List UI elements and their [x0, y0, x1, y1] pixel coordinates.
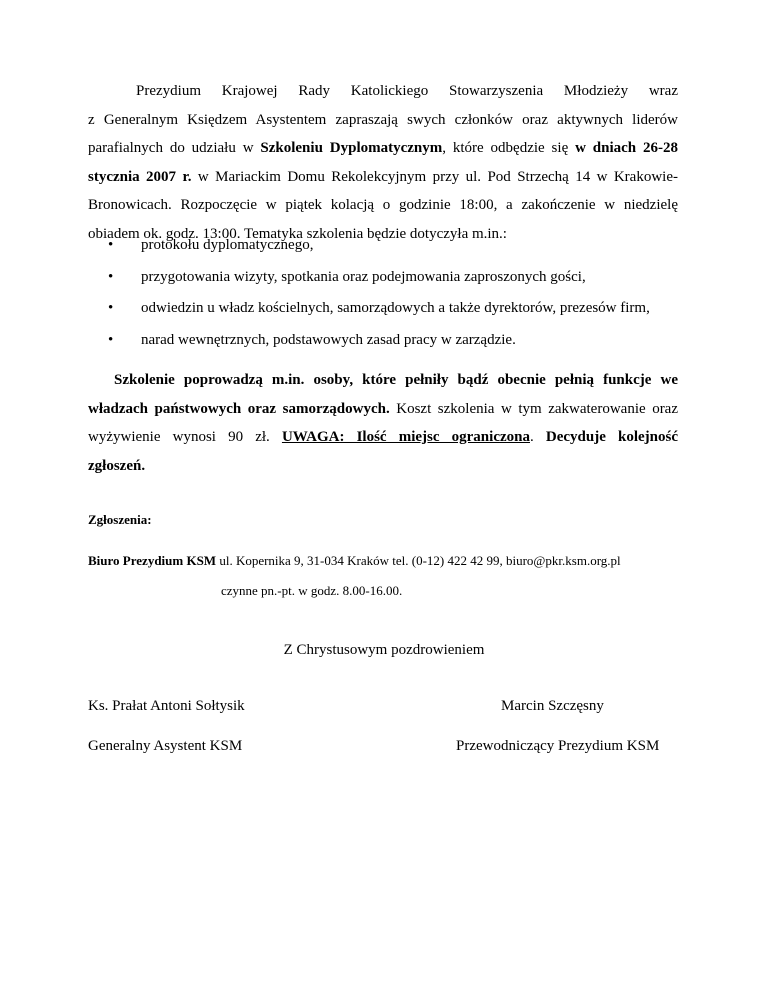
- details-line-3: [88, 423, 678, 452]
- event-venue: w Mariackim Domu Rekolekcyjnym przy ul. Pod Strzechą 14 w Krakowie-: [191, 168, 678, 185]
- right-signature-name: Marcin Szczęsny: [501, 698, 604, 714]
- invitation-line-3-mid: , które odbędzie się: [442, 140, 576, 156]
- left-signature-name: Ks. Prałat Antoni Sołtysik: [88, 698, 245, 714]
- speakers-line-2: władzach państwowych oraz samorządowych.: [88, 400, 390, 417]
- details-line-2: [88, 395, 678, 424]
- topic-item: • odwiedzin u władz kościelnych, samorządowych a także dyrektorów, prezesów firm,: [88, 294, 688, 326]
- invitation-line-4: [88, 163, 678, 192]
- invitation-line-2: z Generalnym Księdzem Asystentem zapraszają swych członków oraz aktywnych liderów: [88, 111, 678, 128]
- registration-office: [88, 553, 621, 569]
- invitation-line-5: Bronowicach. Rozpoczęcie w piątek kolacją o godzinie 18:00, a zakończenie w niedzielę: [88, 197, 678, 213]
- warning-text: UWAGA: Ilość miejsc ograniczona: [281, 429, 530, 445]
- invitation-line-3-text: parafialnych do udziału w: [88, 140, 261, 156]
- speakers-line-1: Szkolenie poprowadzą m.in. osoby, które pełniły bądź obecnie pełnią funkcje we: [114, 372, 678, 388]
- invitation-paragraph: [88, 77, 678, 248]
- right-signature-title: Przewodniczący Prezydium KSM: [456, 738, 660, 754]
- office-contact: ul. Kopernika 9, 31-034 Kraków tel. (0-12) 422 42 99, biuro@pkr.ksm.org.pl: [216, 553, 621, 568]
- order-text-1: Decyduje kolejność: [545, 429, 678, 445]
- warning-period: .: [529, 429, 546, 445]
- cost-text-1: Koszt szkolenia w tym zakwaterowanie oraz: [389, 400, 679, 417]
- details-paragraph: [88, 366, 678, 480]
- cost-text-2: wyżywienie wynosi 90 zł.: [88, 429, 282, 445]
- office-name: Biuro Prezydium KSM: [88, 553, 217, 568]
- invitation-line-3: [88, 134, 678, 163]
- event-dates-start: w dniach 26-28: [575, 140, 678, 156]
- event-dates-end: stycznia 2007 r.: [88, 168, 192, 185]
- invitation-line-6: obiadem ok. godz. 13:00. Tematyka szkolenia będzie dotyczyła m.in.:: [88, 225, 507, 242]
- invitation-line-1: Prezydium Krajowej Rady Katolickiego Stowarzyszenia Młodzieży wraz: [136, 83, 678, 99]
- topics-list: [88, 231, 688, 357]
- closing-greeting: Z Chrystusowym pozdrowieniem: [283, 642, 485, 658]
- registration-heading: Zgłoszenia:: [88, 512, 152, 527]
- topic-item: • protokołu dyplomatycznego,: [88, 231, 688, 263]
- left-signature-title: Generalny Asystent KSM: [88, 738, 243, 754]
- topic-item: • przygotowania wizyty, spotkania oraz podejmowania zaproszonych gości,: [88, 263, 688, 295]
- order-text-2: zgłoszeń.: [88, 457, 146, 474]
- topic-item: • narad wewnętrznych, podstawowych zasad pracy w zarządzie.: [88, 326, 688, 358]
- office-hours: czynne pn.-pt. w godz. 8.00-16.00.: [221, 583, 403, 598]
- event-name: Szkoleniu Dyplomatycznym: [260, 140, 443, 156]
